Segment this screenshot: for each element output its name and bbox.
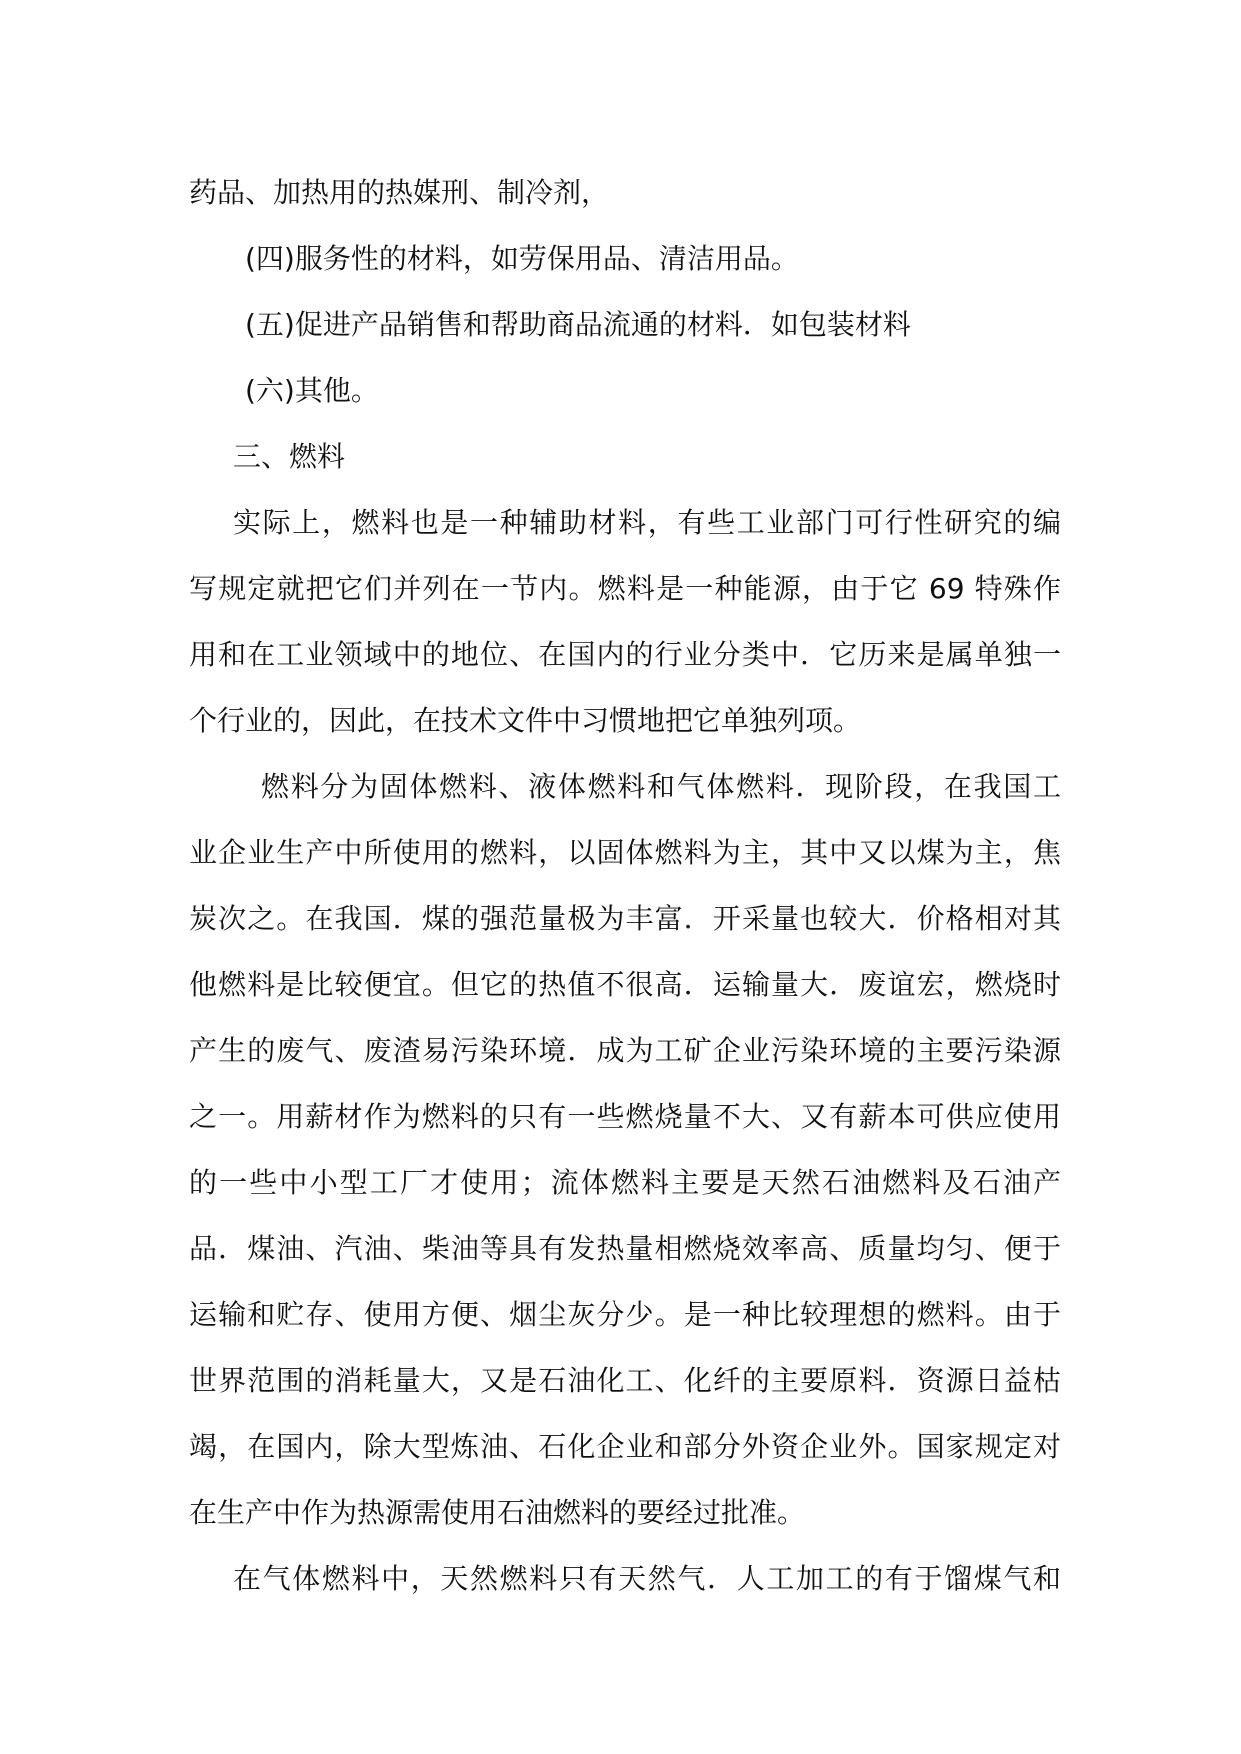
body-text	[189, 160, 1061, 1612]
paragraph-line: 产生的废气、废渣易污染环境．成为工矿企业污染环境的主要污染源	[189, 1034, 1061, 1067]
paragraph-line: 之一。用薪材作为燃料的只有一些燃烧量不大、又有薪本可供应使用	[189, 1100, 1061, 1133]
paragraph-line: 用和在工业领域中的地位、在国内的行业分类中．它历来是属单独一	[189, 638, 1061, 671]
list-item-5: (五)促进产品销售和帮助商品流通的材料．如包装材料	[245, 308, 911, 341]
paragraph-line: 业企业生产中所使用的燃料，以固体燃料为主，其中又以煤为主，焦	[189, 836, 1061, 869]
paragraph-line: 品．煤油、汽油、柴油等具有发热量相燃烧效率高、质量均匀、便于	[189, 1232, 1061, 1265]
paragraph-line: 写规定就把它们并列在一节内。燃料是一种能源，由于它 69 特殊作	[189, 572, 1061, 605]
section-heading: 三、燃料	[233, 440, 346, 473]
paragraph-line: 运输和贮存、使用方便、烟尘灰分少。是一种比较理想的燃料。由于	[189, 1298, 1061, 1331]
list-item-4: (四)服务性的材料，如劳保用品、清洁用品。	[245, 242, 799, 275]
paragraph-line: 竭，在国内，除大型炼油、石化企业和部分外资企业外。国家规定对	[189, 1430, 1061, 1463]
paragraph-line: 在气体燃料中，天然燃料只有天然气．人工加工的有于馏煤气和	[233, 1562, 1061, 1595]
paragraph-line: 世界范围的消耗量大，又是石油化工、化纤的主要原料．资源日益枯	[189, 1364, 1061, 1397]
paragraph-line: 的一些中小型工厂才使用；流体燃料主要是天然石油燃料及石油产	[189, 1166, 1061, 1199]
paragraph-line: 实际上，燃料也是一种辅助材料，有些工业部门可行性研究的编	[233, 506, 1061, 539]
text-line-continuation: 药品、加热用的热媒刑、制冷剂，	[189, 176, 610, 209]
list-item-6: (六)其他。	[245, 374, 379, 407]
paragraph-line: 个行业的，因此，在技术文件中习惯地把它单独列项。	[189, 704, 862, 737]
paragraph-line: 炭次之。在我国．煤的强范量极为丰富．开采量也较大．价格相对其	[189, 902, 1061, 935]
paragraph-line: 他燃料是比较便宜。但它的热值不很高．运输量大．废谊宏，燃烧时	[189, 968, 1061, 1001]
paragraph-line: 燃料分为固体燃料、液体燃料和气体燃料．现阶段，在我国工	[261, 770, 1061, 803]
paragraph-line: 在生产中作为热源需使用石油燃料的要经过批准。	[189, 1496, 806, 1529]
